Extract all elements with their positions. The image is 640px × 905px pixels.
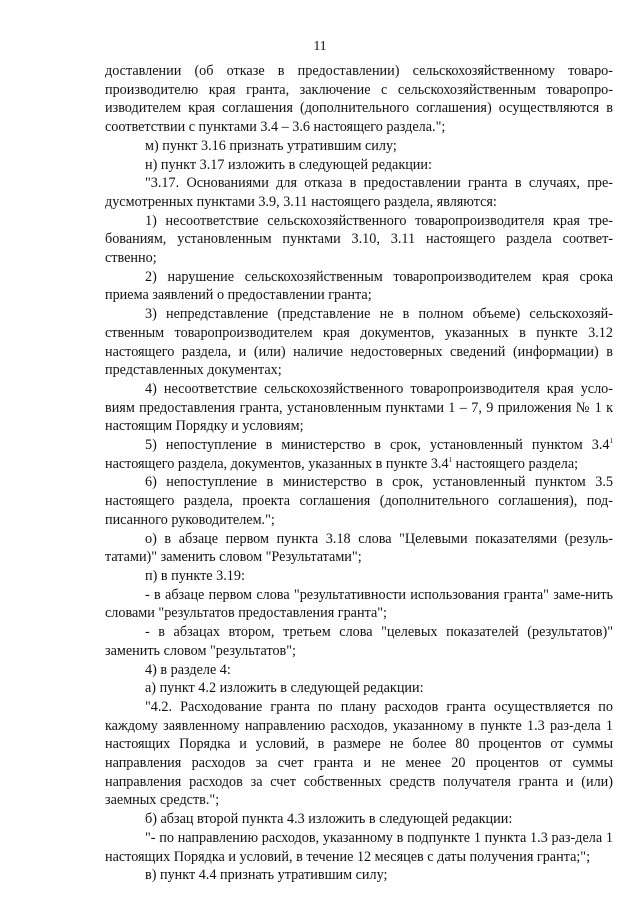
superscript: 1 — [448, 455, 453, 464]
paragraph: 1) несоответствие сельскохозяйственного товаропроизводителя края тре-бованиям, установленным пунктами 3.10, 3.11 настоящего раздела соответ-ственно; — [105, 212, 613, 267]
paragraph: о) в абзаце первом пункта 3.18 слова "Целевыми показателями (резуль-татами)" заменить словом "Результатами"; — [105, 530, 613, 566]
paragraph: "- по направлению расходов, указанному в подпункте 1 пункта 1.3 раз-дела 1 настоящих Порядка и условий, в течение 12 месяцев с даты получения гранта;"; — [105, 829, 613, 865]
paragraph-text: настоящего раздела, документов, указанных в пункте 3.4 — [105, 455, 449, 472]
paragraph: 4) в разделе 4: — [145, 661, 231, 678]
paragraph: 2) нарушение сельскохозяйственным товаропроизводителем края срока приема заявлений о предоставлении гранта; — [105, 268, 613, 304]
paragraph-text: настоящего раздела; — [452, 455, 579, 472]
page-number: 11 — [313, 38, 327, 53]
paragraph: в) пункт 4.4 признать утратившим силу; — [145, 867, 388, 884]
paragraph: "3.17. Основаниями для отказа в предоставлении гранта в случаях, пре-дусмотренных пунктами 3.9, 3.11 настоящего раздела, являются: — [105, 175, 613, 210]
paragraph: 4) несоответствие сельскохозяйственного товаропроизводителя края усло-виям предоставления гранта, установленным пунктами 1 – 7, 9 приложения № 1 к настоящим Порядку и условиям; — [105, 380, 613, 435]
paragraph — [105, 436, 613, 473]
paragraph: п) в пункте 3.19: — [145, 567, 245, 584]
paragraph: - в абзаце первом слова "результативности использования гранта" заме-нить словами "результатов предоставления гранта"; — [105, 586, 613, 622]
paragraph: доставлении (об отказе в предоставлении) сельскохозяйственному товаро-производителю края гранта, заключение с сельскохозяйственным товаропро-изводителем края соглашения (дополнительного соглашения) осуществляются в соответствии с пунктами 3.4 – 3.6 настоящего раздела."; — [105, 63, 613, 136]
paragraph: б) абзац второй пункта 4.3 изложить в следующей редакции: — [145, 811, 513, 828]
document-body — [105, 62, 613, 885]
paragraph: н) пункт 3.17 изложить в следующей редакции: — [145, 156, 432, 173]
paragraph: "4.2. Расходование гранта по плану расходов гранта осуществляется по каждому заявленному направлению расходов, указанному в пункте 1.3 раз-дела 1 настоящих Порядка и условий, в размере не более 80 процентов от суммы направления расходов за счет гранта и не менее 20 процентов от суммы направления расходов за счет собственных средств получателя гранта и (или) заемных средств."; — [105, 698, 613, 809]
superscript: 1 — [609, 437, 613, 446]
paragraph: 6) непоступление в министерство в срок, установленный пунктом 3.5 настоящего раздела, проекта соглашения (дополнительного соглашения), под-писанного руководителем."; — [105, 474, 613, 528]
paragraph: м) пункт 3.16 признать утратившим силу; — [145, 137, 397, 154]
paragraph-text: 5) непоступление в министерство в срок, установленный пунктом 3.4 — [145, 437, 610, 454]
paragraph: а) пункт 4.2 изложить в следующей редакции: — [145, 680, 424, 697]
paragraph: - в абзацах втором, третьем слова "целевых показателей (результатов)" заменить словом "результатов"; — [105, 624, 613, 659]
paragraph: 3) непредставление (представление не в полном объеме) сельскохозяй-ственным товаропроизводителем края документов, указанных в пункте 3.12 настоящего раздела, и (или) наличие недостоверных сведений (информации) в представленных документах; — [105, 306, 613, 379]
